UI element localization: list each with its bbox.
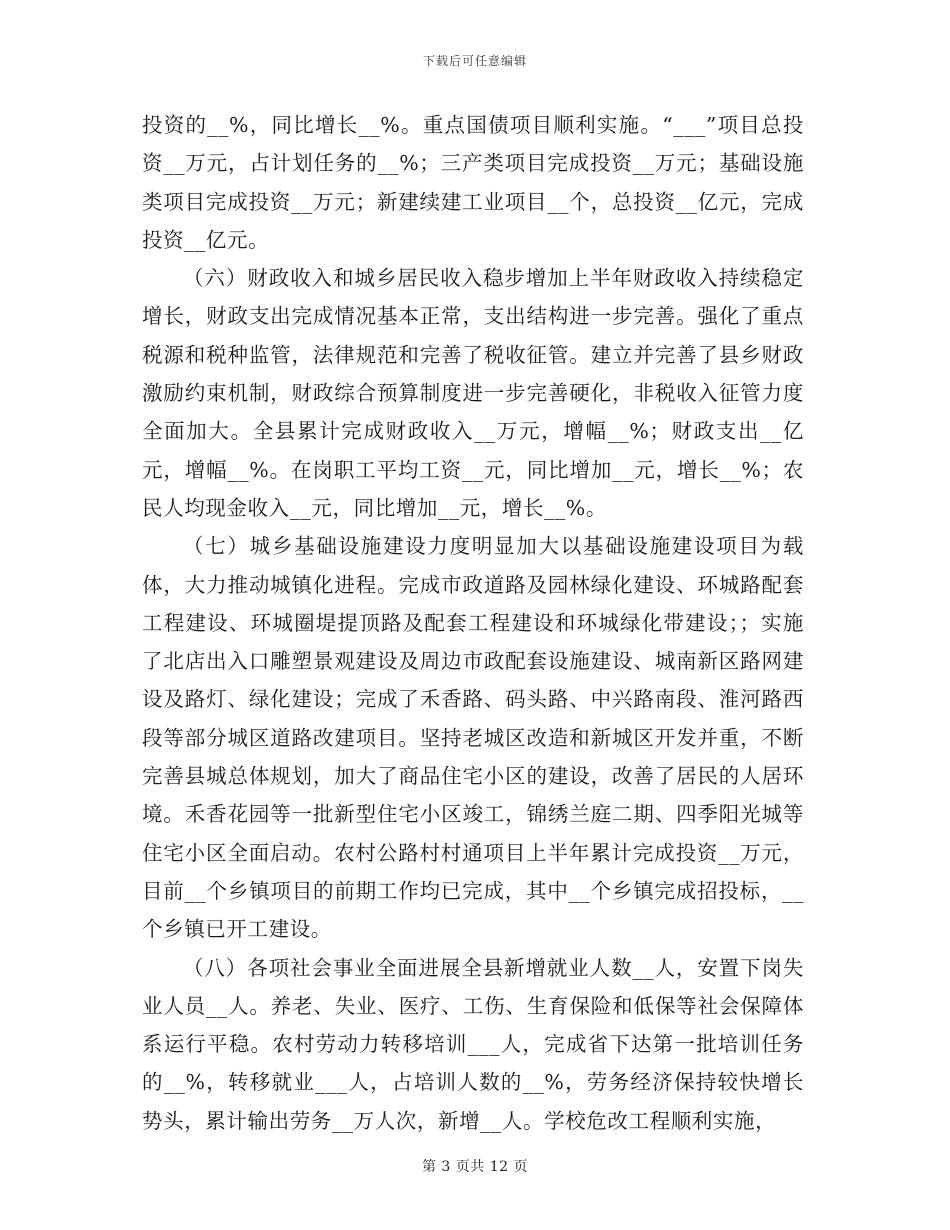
paragraph-investment-continued: 投资的__%，同比增长__%。重点国债项目顺利实施。“___”项目总投资__万元，占计划任务的__%；三产类项目完成投资__万元；基础设施类项目完成投资__万元；新建续建工业项目__个，总投资__亿元，完成投资__亿元。 — [142, 113, 804, 252]
paragraph-fiscal-income: （六）财政收入和城乡居民收入稳步增加上半年财政收入持续稳定增长，财政支出完成情况基本正常，支出结构进一步完善。强化了重点税源和税种监管，法律规范和完善了税收征管。建立并完善了县乡财政激励约束机制，财政综合预算制度进一步完善硬化，非税收入征管力度全面加大。全县累计完成财政收入__万元，增幅__%；财政支出__亿元，增幅__%。在岗职工平均工资__元，同比增加__元，增长__%；农民人均现金收入__元，同比增加__元，增长__%。 — [142, 266, 804, 520]
document-body — [142, 106, 804, 1140]
page-footer: 第 3 页共 12 页 — [421, 1159, 529, 1175]
paragraph-infrastructure: （七）城乡基础设施建设力度明显加大以基础设施建设项目为载体，大力推动城镇化进程。完成市政道路及园林绿化建设、环城路配套工程建设、环城圈堤提顶路及配套工程建设和环城绿化带建设；；实施了北店出入口雕塑景观建设及周边市政配套设施建设、城南新区路网建设及路灯、绿化建设；完成了禾香路、码头路、中兴路南段、淮河路西段等部分城区道路改建项目。坚持老城区改造和新城区开发并重，不断完善县城总体规划，加大了商品住宅小区的建设，改善了居民的人居环境。禾香花园等一批新型住宅小区竣工，锦绣兰庭二期、四季阳光城等住宅小区全面启动。农村公路村村通项目上半年累计完成投资__万元，目前__个乡镇项目的前期工作均已完成，其中__个乡镇完成招投标，__个乡镇已开工建设。 — [142, 534, 804, 942]
paragraph-social-affairs: （八）各项社会事业全面进展全县新增就业人数__人，安置下岗失业人员__人。养老、失业、医疗、工伤、生育保险和低保等社会保障体系运行平稳。农村劳动力转移培训___人，完成省下达第一批培训任务的__%，转移就业___人，占培训人数的__%，劳务经济保持较快增长势头，累计输出劳务__万人次，新增__人。学校危改工程顺利实施， — [142, 955, 804, 1133]
page-header: 下载后可任意编辑 — [422, 54, 527, 68]
